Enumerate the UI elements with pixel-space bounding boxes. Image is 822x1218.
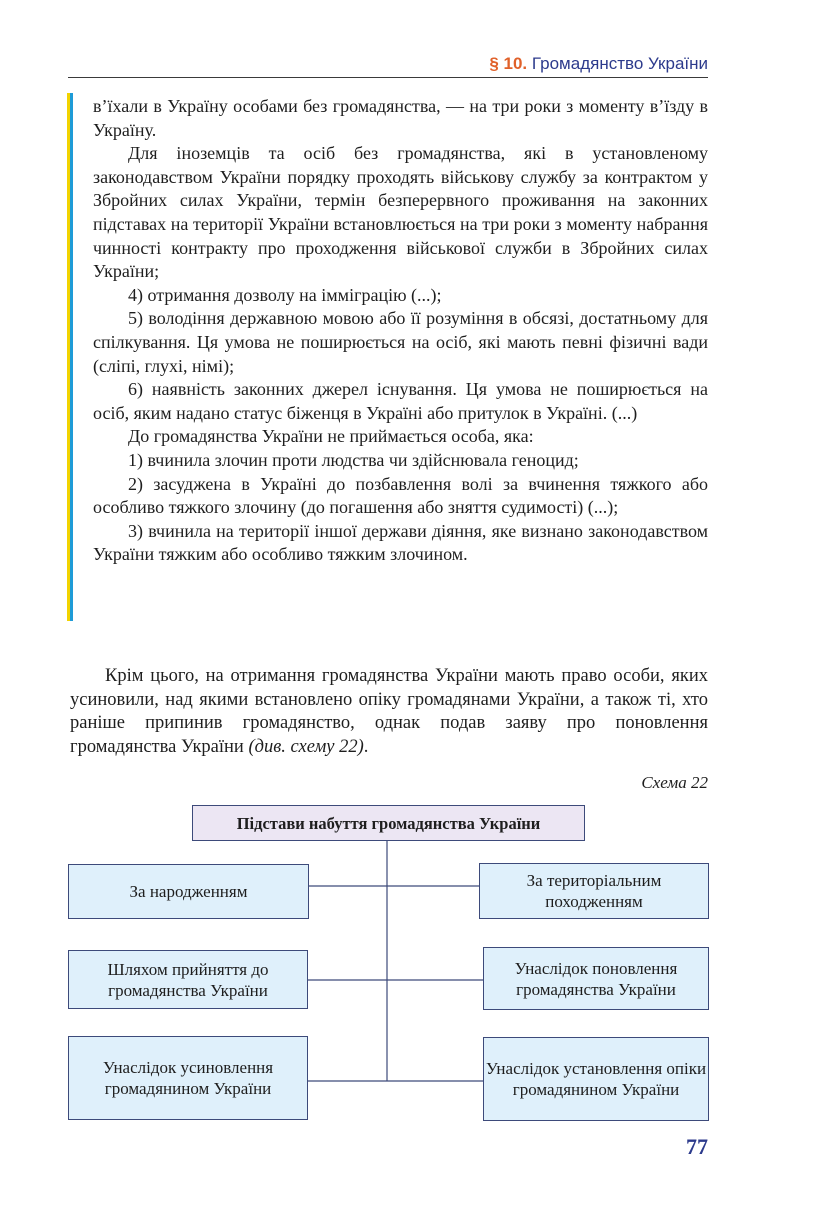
quote-paragraph: в’їхали в Україну особами без громадянства, — на три роки з моменту в’їзду в Україну. (93, 96, 708, 140)
schema-right-box-1: За територіальним походженням (479, 863, 709, 919)
quote-paragraph: До громадянства України не приймається особа, яка: (128, 426, 534, 447)
section-number: § 10. (489, 54, 528, 73)
quote-paragraph: 2) засуджена в Україні до позбавлення волі за вчинення тяжкого або особливо тяжкого злочину (до погашення або зняття судимості) (...); (93, 473, 708, 518)
schema-right-box-2: Унаслідок поновлення громадянства України (483, 947, 709, 1010)
main-paragraph-text: Крім цього, на отримання громадянства України мають право особи, яких усиновили, над якими встановлено опіку громадянами України, а також ті, хто раніше припинив громадянство, однак подав заяву про поновлення громадянства України (70, 666, 708, 757)
schema-title-box: Підстави набуття громадянства України (192, 805, 585, 841)
quote-paragraph: 3) вчинила на території іншої держави діяння, яке визнано законодавством України тяжким або особливо тяжким злочином. (93, 520, 708, 565)
schema-left-box-3: Унаслідок усиновлення громадянином України (68, 1036, 308, 1120)
main-text (70, 665, 708, 759)
quote-paragraph: 5) володіння державною мовою або її розуміння в обсязі, достатньому для спілкування. Ця умова не поширюється на осіб, які мають певні фізичні вади (сліпі, глухі, німі); (93, 308, 708, 376)
quote-paragraph: 4) отримання дозволу на імміграцію (...); (128, 284, 442, 305)
section-title: Громадянство України (531, 54, 708, 73)
main-paragraph-end: . (363, 736, 369, 757)
schema-left-box-2: Шляхом прийняття до громадянства України (68, 950, 308, 1009)
main-paragraph (70, 665, 708, 759)
running-header (489, 54, 708, 74)
quote-paragraph: 1) вчинила злочин проти людства чи здійснювала геноцид; (128, 449, 579, 470)
law-quote (93, 95, 708, 567)
quote-paragraph: 6) наявність законних джерел існування. Ця умова не поширюється на осіб, яким надано статус біженця в Україні або притулок в Україні. (...) (93, 379, 708, 423)
schema-reference: (див. схему 22) (248, 736, 364, 757)
schema-label: Схема 22 (641, 773, 708, 792)
quote-paragraph: Для іноземців та осіб без громадянства, які в установленому законодавством України порядку проходять військову службу за контрактом у Збройних силах України, термін безперервного проживання на законних підставах на території України встановлюється на три роки з моменту набрання чинності контракту про проходження військової служби в Збройних силах України; (93, 143, 708, 282)
schema-left-box-1: За народженням (68, 864, 309, 919)
header-rule (68, 77, 708, 78)
page-number: 77 (686, 1134, 708, 1159)
schema-right-box-3: Унаслідок установлення опіки громадянином України (483, 1037, 709, 1121)
quote-bar-blue (70, 93, 73, 621)
